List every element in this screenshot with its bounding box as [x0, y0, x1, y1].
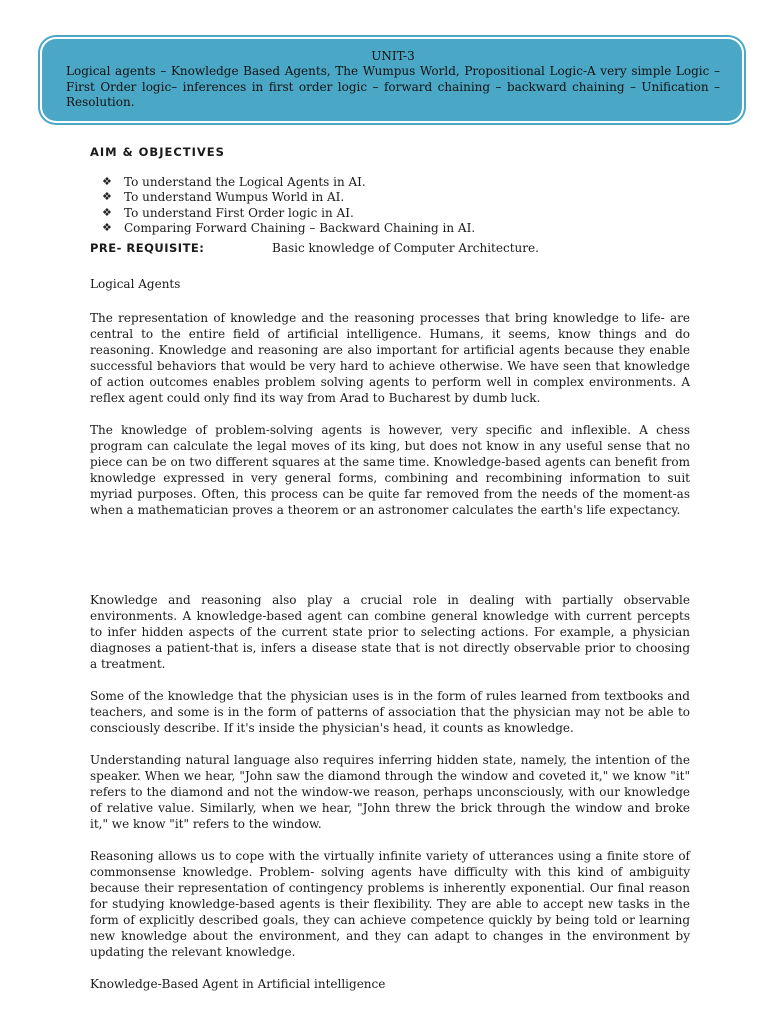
- objectives-list: [102, 174, 690, 236]
- list-item: [102, 205, 690, 221]
- prerequisite-label: PRE- REQUISITE:: [90, 241, 205, 255]
- next-section-heading: Knowledge-Based Agent in Artificial intelligence: [90, 977, 386, 991]
- objective-text: To understand Wumpus World in AI.: [124, 190, 345, 205]
- unit-banner: [42, 39, 742, 121]
- document-body: [90, 144, 690, 992]
- blank-space: [90, 534, 690, 592]
- prerequisite-row: [90, 240, 690, 256]
- aim-objectives-heading: AIM & OBJECTIVES: [90, 145, 225, 159]
- list-item: [102, 174, 690, 190]
- diamond-bullet-icon: ❖: [102, 190, 112, 204]
- paragraph: The knowledge of problem-solving agents is however, very specific and inflexible. A chess program can calculate the legal moves of its king, but does not know in any useful sense that no piece can be on two different squares at the same time. Knowledge-based agents can benefit from knowledge expressed in very general forms, combining and recombining information to suit myriad purposes. Often, this process can be quite far removed from the needs of the moment-as when a mathematician proves a theorem or an astronomer calculates the earth's life expectancy.: [90, 423, 690, 517]
- objective-text: Comparing Forward Chaining – Backward Chaining in AI.: [124, 221, 476, 236]
- diamond-bullet-icon: ❖: [102, 221, 112, 235]
- list-item: [102, 190, 690, 206]
- paragraph: Understanding natural language also requires inferring hidden state, namely, the intention of the speaker. When we hear, "John saw the diamond through the window and coveted it," we know "it" refers to the diamond and not the window-we reason, perhaps unconsciously, with our knowledge of relative value. Similarly, when we hear, "John threw the brick through the window and broke it," we know "it" refers to the window.: [90, 753, 690, 831]
- objective-text: To understand the Logical Agents in AI.: [124, 174, 366, 189]
- diamond-bullet-icon: ❖: [102, 174, 112, 188]
- unit-topics: Logical agents – Knowledge Based Agents, The Wumpus World, Propositional Logic-A very simple Logic –First Order logic– inferences in first order logic – forward chaining – backward chaining – Unification – Resolution.: [66, 64, 720, 109]
- paragraph: Knowledge and reasoning also play a crucial role in dealing with partially observable environments. A knowledge-based agent can combine general knowledge with current percepts to infer hidden aspects of the current state prior to selecting actions. For example, a physician diagnoses a patient-that is, infers a disease state that is not directly observable prior to choosing a treatment.: [90, 593, 690, 671]
- unit-title: UNIT-3: [371, 49, 415, 63]
- paragraph: Some of the knowledge that the physician uses is in the form of rules learned from textbooks and teachers, and some is in the form of patterns of association that the physician may not be able to consciously describe. If it's inside the physician's head, it counts as knowledge.: [90, 689, 690, 735]
- section-title: Logical Agents: [90, 277, 181, 291]
- prerequisite-value: Basic knowledge of Computer Architecture.: [272, 241, 539, 255]
- list-item: [102, 221, 690, 237]
- paragraph: Reasoning allows us to cope with the virtually infinite variety of utterances using a finite store of commonsense knowledge. Problem- solving agents have difficulty with this kind of ambiguity because their representation of contingency problems is inherently exponential. Our final reason for studying knowledge-based agents is their flexibility. They are able to accept new tasks in the form of explicitly described goals, they can achieve competence quickly by being told or learning new knowledge about the environment, and they can adapt to changes in the environment by updating the relevant knowledge.: [90, 849, 690, 959]
- diamond-bullet-icon: ❖: [102, 205, 112, 219]
- paragraph: The representation of knowledge and the reasoning processes that bring knowledge to life- are central to the entire field of artificial intelligence. Humans, it seems, know things and do reasoning. Knowledge and reasoning are also important for artificial agents because they enable successful behaviors that would be very hard to achieve otherwise. We have seen that knowledge of action outcomes enables problem solving agents to perform well in complex environments. A reflex agent could only find its way from Arad to Bucharest by dumb luck.: [90, 311, 690, 405]
- objective-text: To understand First Order logic in AI.: [124, 205, 354, 220]
